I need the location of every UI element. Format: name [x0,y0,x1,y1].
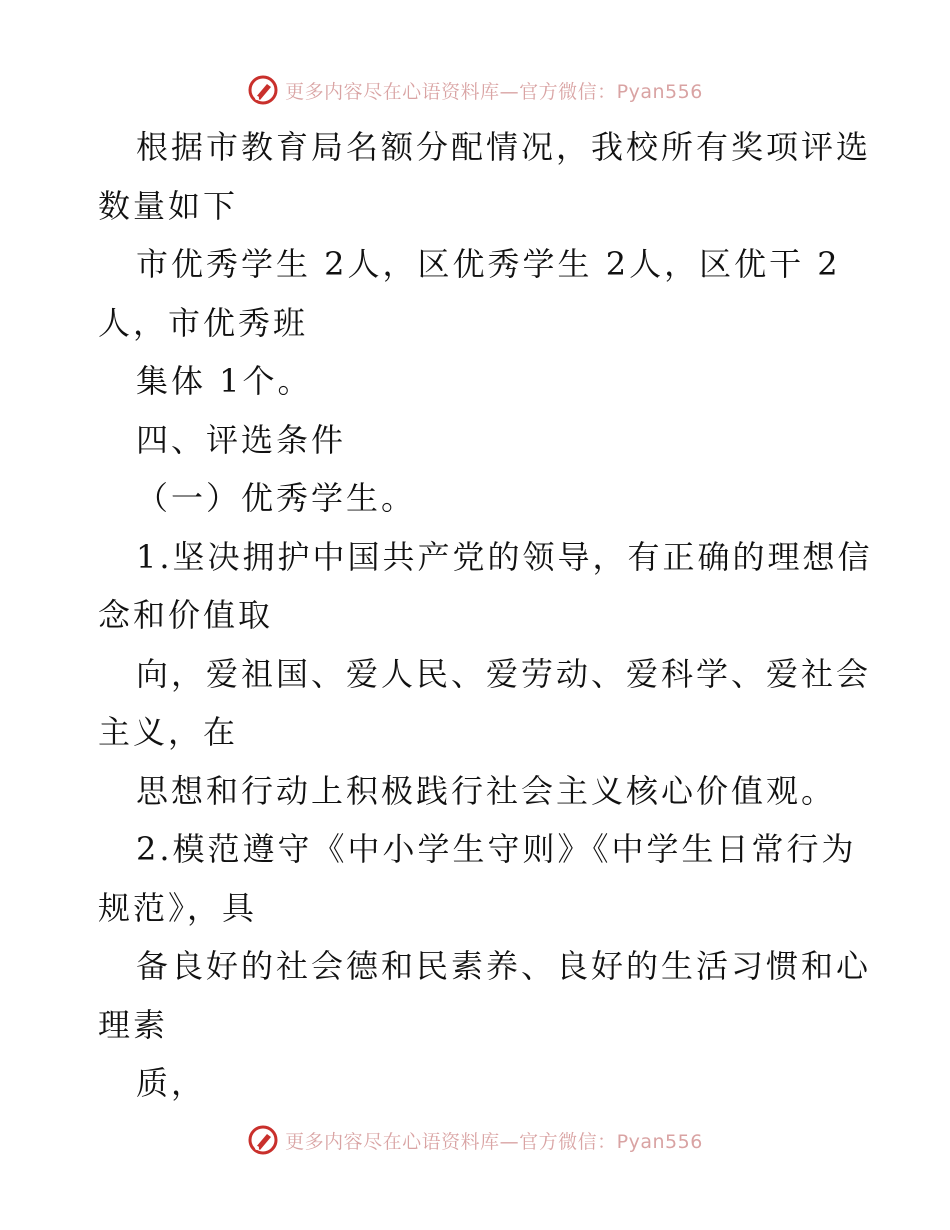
header-watermark-banner [0,70,950,110]
paragraph-line: 向，爱祖国、爱人民、爱劳动、爱科学、爱社会 [136,654,872,693]
pen-logo-icon [247,1124,279,1156]
paragraph-line: 念和价值取 [98,596,274,634]
paragraph-line: 根据市教育局名额分配情况，我校所有奖项评选 [136,128,872,166]
paragraph-line: 2.模范遵守《中小学生守则》《中学生日常行为 [136,830,857,868]
paragraph-line: 理素 [98,1005,169,1044]
paragraph-line: 主义，在 [98,713,239,751]
paragraph-line: 思想和行动上积极践行社会主义核心价值观。 [136,771,837,810]
subsection-heading: （一）优秀学生。 [136,479,417,517]
paragraph-line: 数量如下 [98,186,239,225]
section-heading: 四、评选条件 [136,420,347,459]
paragraph-line: 备良好的社会德和民素养、良好的生活习惯和心 [136,947,872,985]
paragraph-line: 规范》，具 [98,888,258,927]
document-body [98,118,873,1113]
header-watermark-text: 更多内容尽在心语资料库—官方微信：Pyan556 [285,80,703,103]
paragraph-line: 1.坚决拥护中国共产党的领导，有正确的理想信 [136,537,873,576]
paragraph-line: 人，市优秀班 [98,303,309,342]
footer-watermark-text: 更多内容尽在心语资料库—官方微信：Pyan556 [285,1130,703,1153]
pen-logo-icon [247,74,279,106]
footer-watermark-banner [0,1120,950,1160]
paragraph-line: 市优秀学生 2人，区优秀学生 2人，区优干 2 [136,245,841,283]
paragraph-line: 集体 1个。 [136,362,313,400]
paragraph-line: 质， [136,1064,207,1102]
